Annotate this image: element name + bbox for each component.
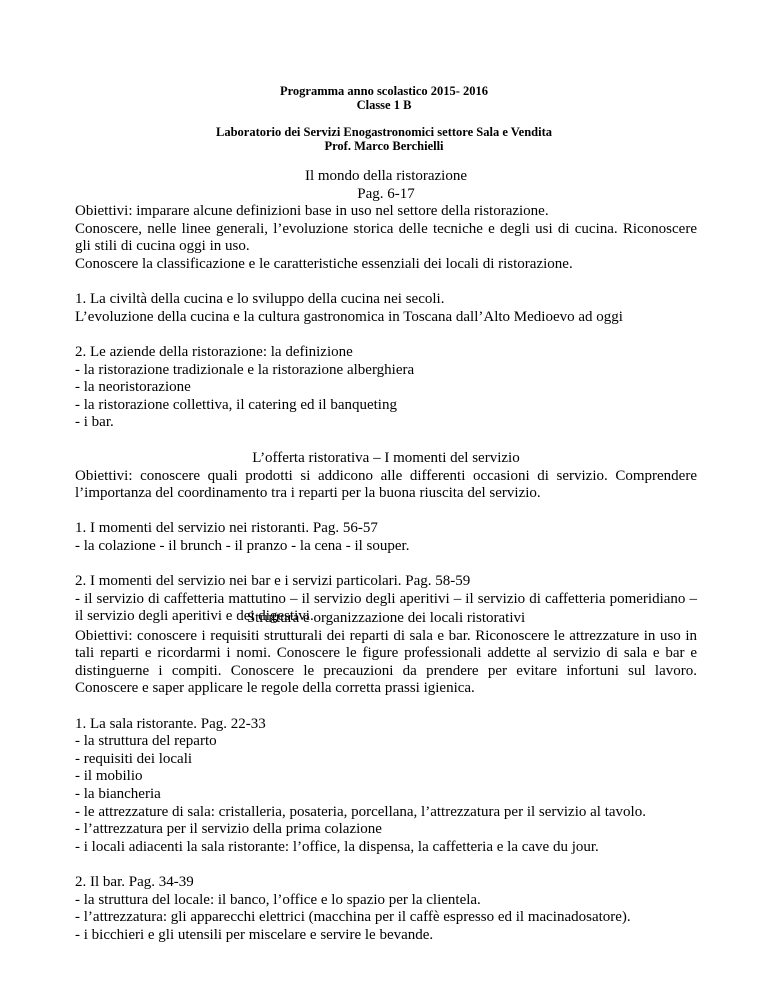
list-item: - il mobilio — [75, 768, 143, 785]
item-text: L’evoluzione della cucina e la cultura gastronomica in Toscana dall’Alto Medioevo ad oggi — [75, 308, 623, 325]
list-item: - i locali adiacenti la sala ristorante: l’office, la dispensa, la caffetteria e la cave du jour. — [75, 838, 599, 855]
section-paragraph: Conoscere la classificazione e le caratteristiche essenziali dei locali di ristorazione. — [75, 255, 573, 272]
header-block-2 — [0, 125, 768, 153]
list-item: - la ristorazione collettiva, il catering ed il banqueting — [75, 396, 397, 413]
program-title: Programma anno scolastico 2015- 2016 — [279, 84, 489, 98]
list-item: - la neoristorazione — [75, 379, 191, 396]
list-item: - la struttura del reparto — [75, 733, 217, 750]
list-item: - i bar. — [75, 414, 114, 431]
item-title: 2. Le aziende della ristorazione: la definizione — [75, 343, 353, 360]
item-text: - il servizio di caffetteria mattutino – il servizio degli aperitivi – il servizio di caffetteria pomeridiano – il servizio degli aperitivi e dei digestivi. — [75, 590, 697, 625]
section-objective: Obiettivi: imparare alcune definizioni base in uso nel settore della ristorazione. — [75, 203, 549, 220]
section-title: Il mondo della ristorazione — [304, 168, 468, 184]
list-item: - l’attrezzatura: gli apparecchi elettrici (macchina per il caffè espresso ed il macinadosatore). — [75, 909, 631, 926]
list-item: - la biancheria — [75, 785, 161, 802]
item-title: 1. La civiltà della cucina e lo sviluppo della cucina nei secoli. — [75, 291, 445, 308]
section-struttura-locali — [75, 610, 697, 944]
section-title: L’offerta ristorativa – I momenti del servizio — [252, 450, 520, 466]
list-item: - l’attrezzatura per il servizio della prima colazione — [75, 821, 382, 838]
list-item: - requisiti dei locali — [75, 750, 193, 767]
section-pages: Pag. 6-17 — [357, 185, 415, 202]
list-item: - la ristorazione tradizionale e la ristorazione alberghiera — [75, 361, 415, 378]
section-objective: Obiettivi: conoscere i requisiti strutturali dei reparti di sala e bar. Riconoscere le attrezzature in uso in tali reparti e ricordarmi i nomi. Conoscere le figure professionali addette al servizio di sala e bar e distinguerne i compiti. Conoscere le precauzioni da prendere per evitare infortuni sul lavoro. Conoscere e saper applicare le regole della corretta prassi igienica. — [75, 627, 697, 697]
list-item: - i bicchieri e gli utensili per miscelare e servire le bevande. — [75, 926, 434, 943]
list-item: - la struttura del locale: il banco, l’office e lo spazio per la clientela. — [75, 891, 481, 908]
section-objective: Obiettivi: conoscere quali prodotti si addicono alle differenti occasioni di servizio. Comprendere l’importanza del coordinamento tra i reparti per la buona riuscita del servizio. — [75, 467, 697, 502]
item-title: 2. Il bar. Pag. 34-39 — [75, 873, 194, 890]
item-title: 1. I momenti del servizio nei ristoranti. Pag. 56-57 — [75, 520, 378, 537]
section-paragraph: Conoscere, nelle linee generali, l’evoluzione storica delle tecniche e degli usi di cucina. Riconoscere gli stili di cucina oggi in uso. — [75, 220, 697, 255]
item-title: 1. La sala ristorante. Pag. 22-33 — [75, 715, 266, 732]
section-title: Struttura e organizzazione dei locali ristorativi — [246, 610, 526, 626]
item-title: 2. I momenti del servizio nei bar e i servizi particolari. Pag. 58-59 — [75, 573, 471, 590]
item-text: - la colazione - il brunch - il pranzo - la cena - il souper. — [75, 537, 410, 554]
list-item: - le attrezzature di sala: cristalleria, posateria, porcellana, l’attrezzatura per il servizio al tavolo. — [75, 803, 646, 820]
class-label: Classe 1 B — [356, 98, 412, 112]
section-offerta-ristorativa — [75, 450, 697, 626]
professor-name: Prof. Marco Berchielli — [324, 139, 444, 153]
lab-title: Laboratorio dei Servizi Enogastronomici settore Sala e Vendita — [216, 125, 552, 139]
header-block-1 — [0, 84, 768, 112]
section-mondo-ristorazione — [75, 168, 697, 432]
